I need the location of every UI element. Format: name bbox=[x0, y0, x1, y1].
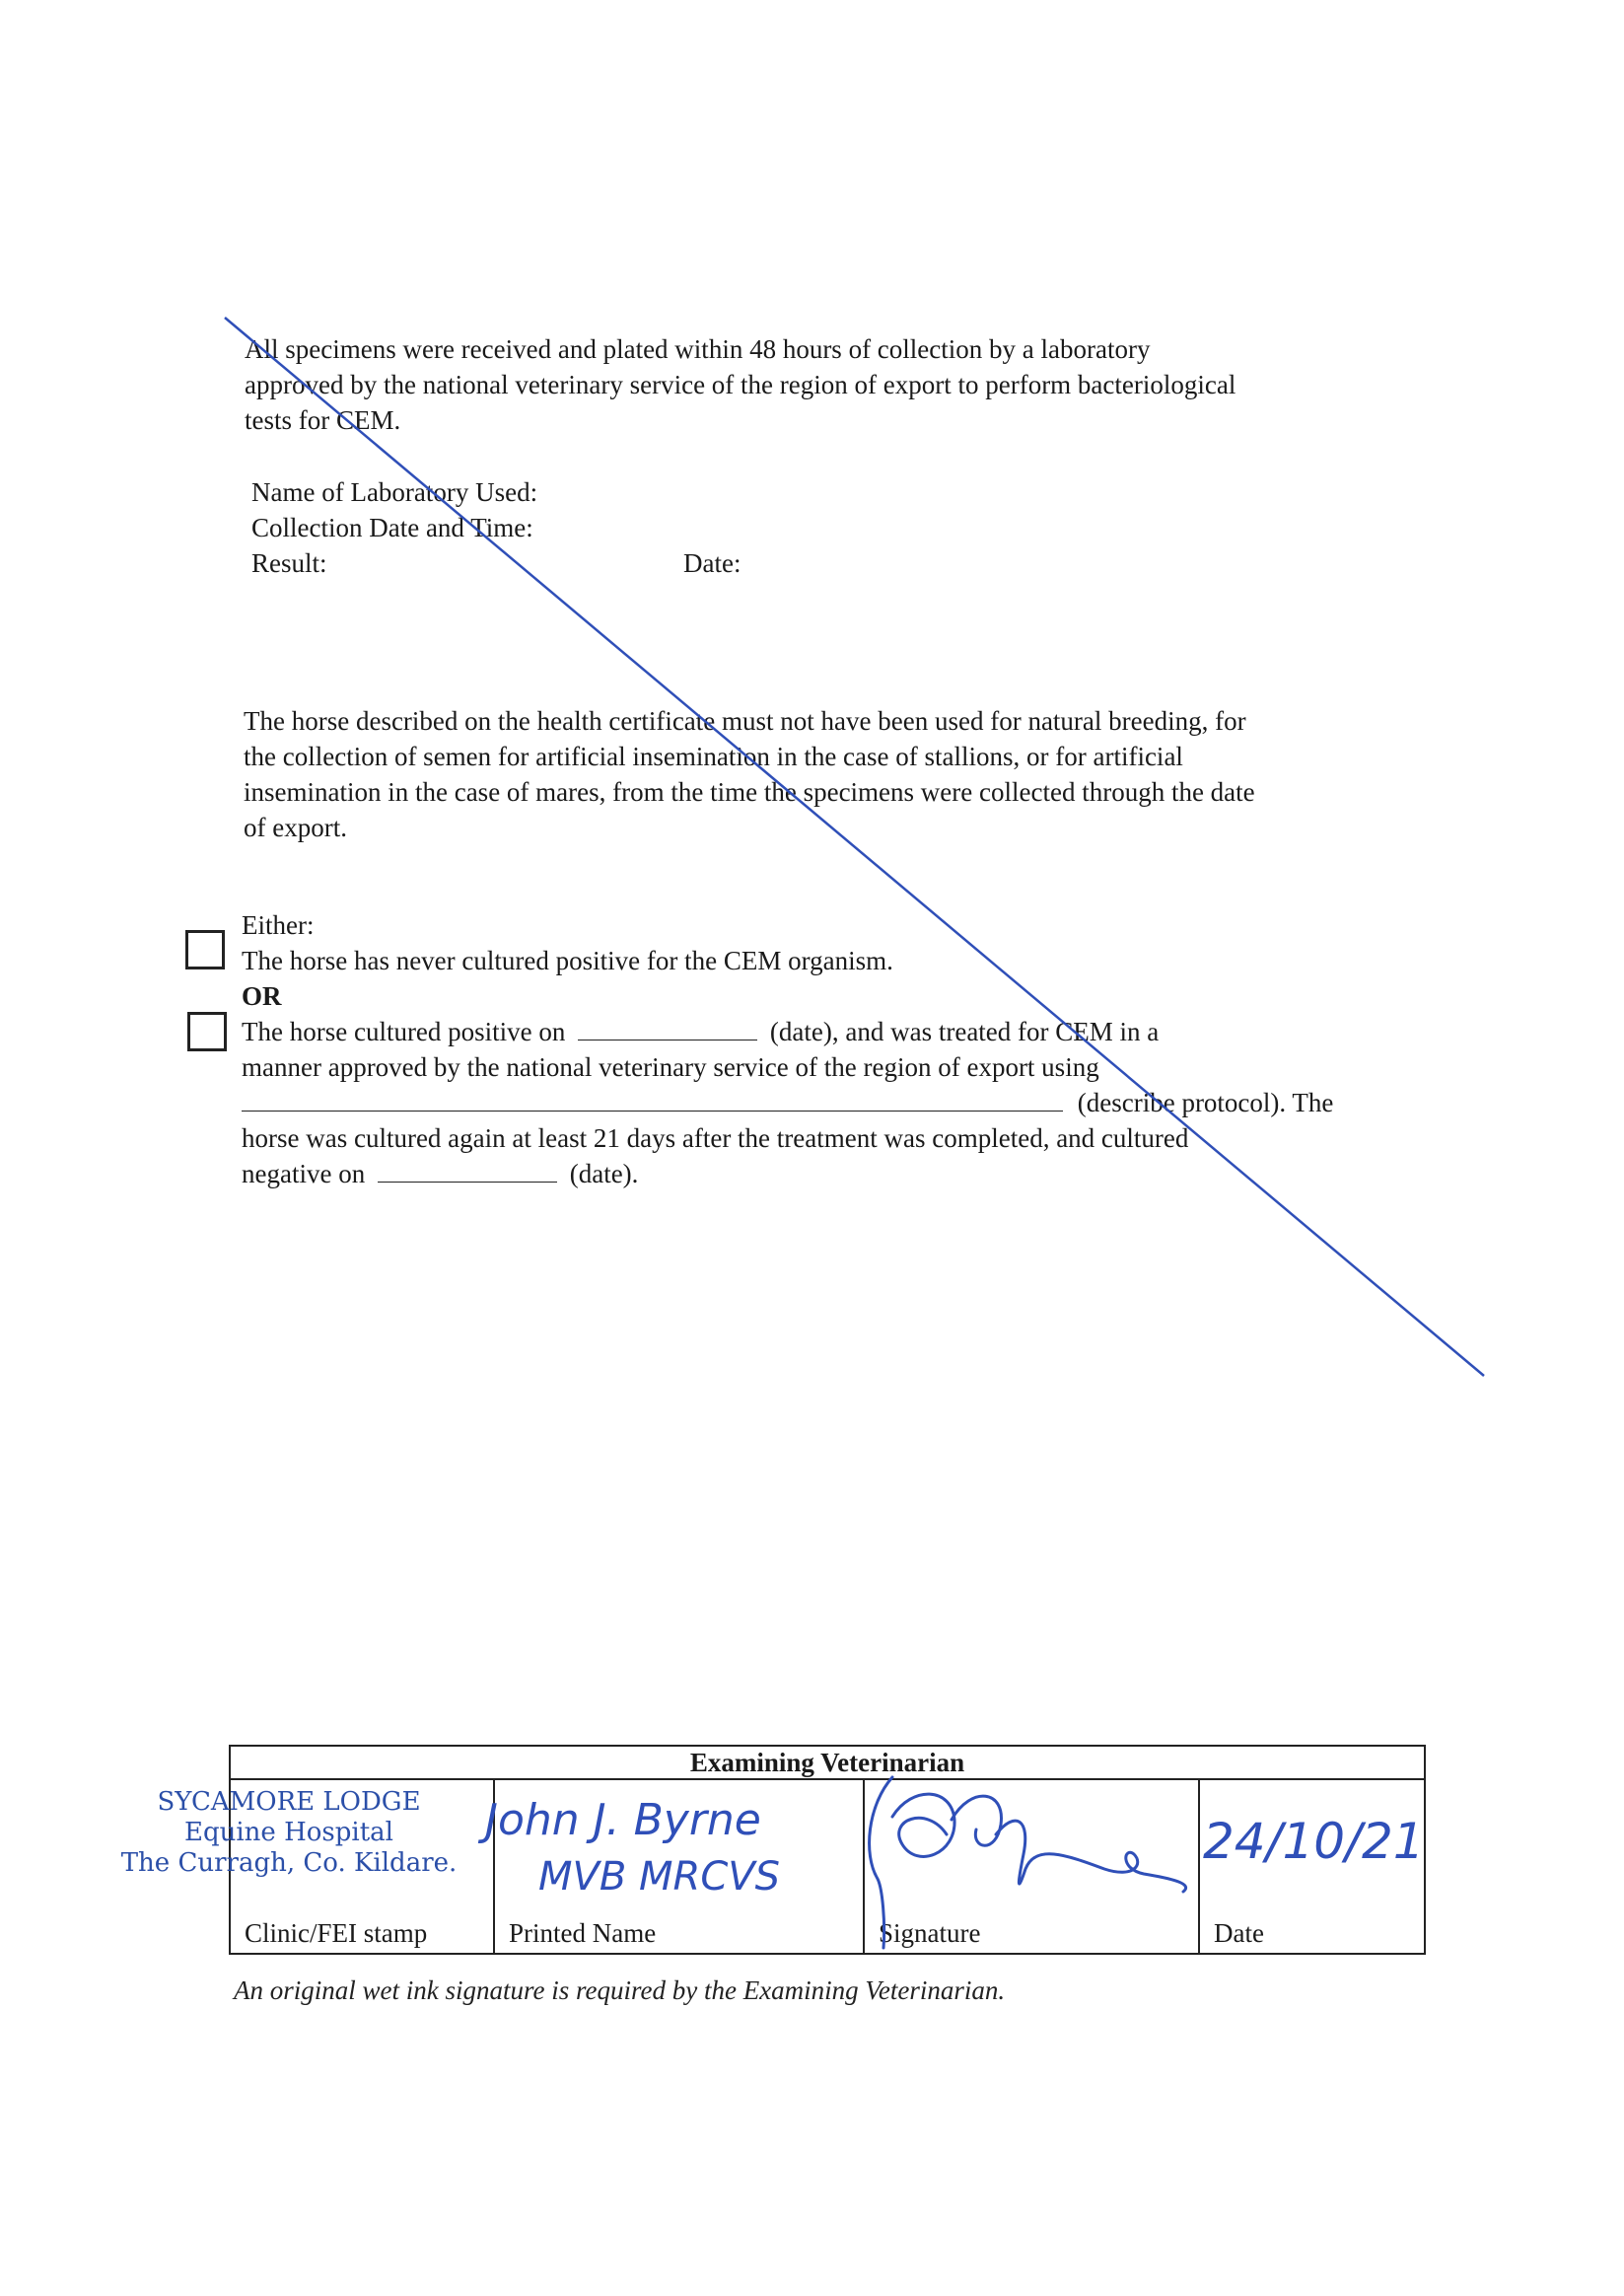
breeding-line-4: of export. bbox=[244, 813, 347, 842]
breeding-line-2: the collection of semen for artificial insemination in the case of stallions, or for artificial bbox=[244, 742, 1183, 771]
handwritten-credentials: MVB MRCVS bbox=[538, 1854, 781, 1900]
or-label: OR bbox=[242, 981, 282, 1011]
date-cell-label: Date bbox=[1214, 1918, 1264, 1948]
breeding-line-1: The horse described on the health certificate must not have been used for natural breeding, for bbox=[244, 706, 1246, 736]
o2-text-f: (date). bbox=[569, 1159, 639, 1188]
result-label: Result: bbox=[251, 548, 327, 578]
specimens-line-3: tests for CEM. bbox=[245, 405, 401, 435]
printed-name-label: Printed Name bbox=[509, 1918, 657, 1948]
handwritten-date: 24/10/21 bbox=[1203, 1813, 1425, 1870]
either-label: Either: bbox=[242, 910, 315, 940]
clinic-stamp-label: Clinic/FEI stamp bbox=[245, 1918, 428, 1948]
o2-text-c: (describe protocol). The bbox=[1077, 1088, 1334, 1117]
signature-scribble-icon bbox=[870, 1777, 1186, 1948]
o2-text-a: The horse cultured positive on bbox=[242, 1017, 566, 1046]
stamp-line-2: Equine Hospital bbox=[184, 1818, 393, 1847]
stamp-line-1: SYCAMORE LODGE bbox=[157, 1787, 421, 1817]
collection-label: Collection Date and Time: bbox=[251, 513, 533, 542]
breeding-line-3: insemination in the case of mares, from the time the specimens were collected through the date bbox=[244, 777, 1255, 807]
handwritten-name: John J. Byrne bbox=[485, 1795, 761, 1845]
strike-through-line bbox=[225, 318, 1484, 1376]
stamp-line-3: The Curragh, Co. Kildare. bbox=[120, 1848, 458, 1878]
signature-label: Signature bbox=[879, 1918, 981, 1948]
table-header: Examining Veterinarian bbox=[230, 1746, 1425, 1779]
o2-text-b: (date), and was treated for CEM in a bbox=[769, 1017, 1160, 1046]
date-label: Date: bbox=[683, 548, 741, 578]
o2-text-e: negative on bbox=[242, 1159, 366, 1188]
specimens-line-2: approved by the national veterinary service of the region of export to perform bacteriological bbox=[245, 370, 1236, 399]
lab-name-label: Name of Laboratory Used: bbox=[251, 477, 538, 507]
o2-line-4: horse was cultured again at least 21 days after the treatment was completed, and cultured bbox=[242, 1123, 1189, 1153]
wet-ink-note: An original wet ink signature is required by the Examining Veterinarian. bbox=[234, 1975, 1006, 2005]
option-never-positive: The horse has never cultured positive for the CEM organism. bbox=[242, 946, 893, 975]
specimens-line-1: All specimens were received and plated within 48 hours of collection by a laboratory bbox=[245, 334, 1151, 364]
o2-line-2: manner approved by the national veterinary service of the region of export using bbox=[242, 1052, 1099, 1082]
